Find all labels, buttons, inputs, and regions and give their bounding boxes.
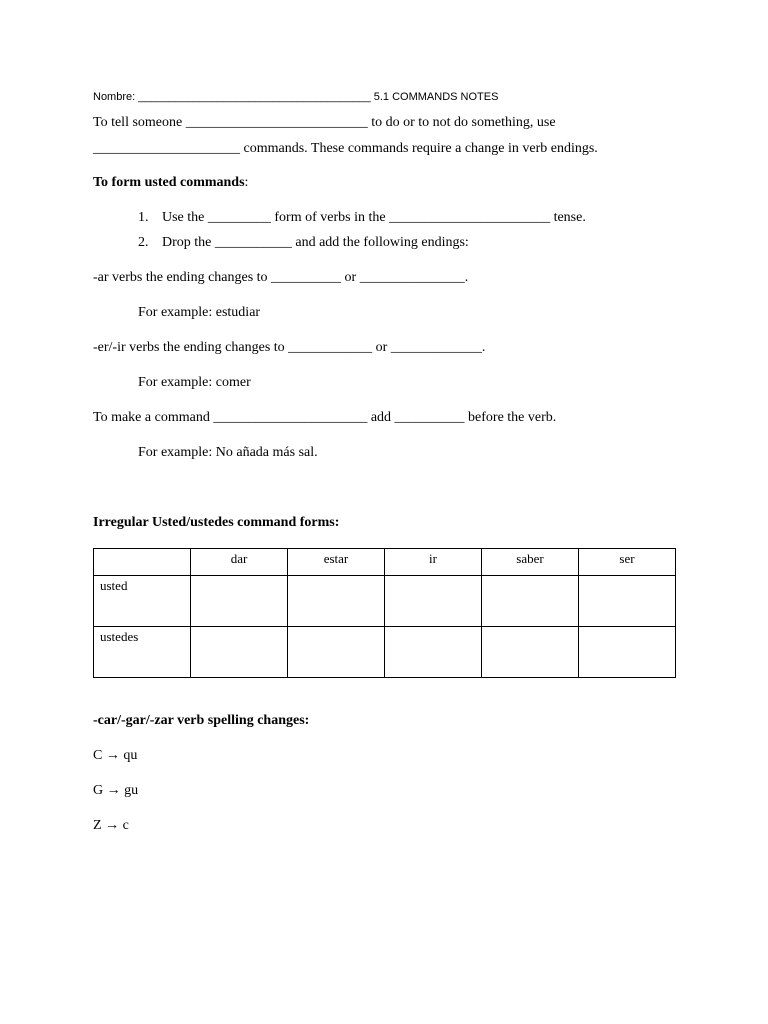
name-and-title-header: Nombre: ______________________________________ 5.1 COMMANDS NOTES bbox=[93, 91, 499, 103]
row-label-ustedes: ustedes bbox=[94, 627, 191, 678]
table-row-usted bbox=[94, 576, 676, 627]
step-2-text: Drop the ___________ and add the following endings: bbox=[162, 235, 469, 250]
cell-usted-dar bbox=[191, 576, 288, 627]
cell-usted-ser bbox=[579, 576, 676, 627]
table-header-row bbox=[94, 549, 676, 576]
cell-usted-ir bbox=[385, 576, 482, 627]
negative-command-example: For example: No añada más sal. bbox=[138, 445, 318, 460]
spelling-changes-heading: -car/-gar/-zar verb spelling changes: bbox=[93, 713, 310, 728]
intro-line-1: To tell someone __________________________ to do or to not do something, use bbox=[93, 115, 556, 130]
column-header-saber: saber bbox=[482, 549, 579, 576]
negative-command-rule: To make a command ______________________ add __________ before the verb. bbox=[93, 410, 557, 425]
step-1-number: 1. bbox=[138, 210, 149, 225]
cell-ustedes-ser bbox=[579, 627, 676, 678]
spelling-change-c-to: qu bbox=[123, 748, 138, 763]
er-ir-verbs-rule: -er/-ir verbs the ending changes to ____________ or _____________. bbox=[93, 340, 486, 355]
cell-ustedes-dar bbox=[191, 627, 288, 678]
table-corner-cell bbox=[94, 549, 191, 576]
column-header-ir: ir bbox=[385, 549, 482, 576]
ar-verbs-rule: -ar verbs the ending changes to __________ or _______________. bbox=[93, 270, 469, 285]
step-2 bbox=[138, 235, 469, 251]
cell-ustedes-saber bbox=[482, 627, 579, 678]
arrow-right-icon: → bbox=[106, 783, 121, 798]
step-1 bbox=[138, 210, 586, 226]
irregular-forms-table bbox=[93, 548, 676, 678]
spelling-change-z-to: c bbox=[122, 818, 129, 833]
column-header-ser: ser bbox=[579, 549, 676, 576]
intro-line-2: _____________________ commands. These commands require a change in verb endings. bbox=[93, 141, 598, 156]
column-header-estar: estar bbox=[288, 549, 385, 576]
row-label-usted: usted bbox=[94, 576, 191, 627]
spelling-change-g-from: G bbox=[93, 783, 104, 798]
usted-commands-heading bbox=[93, 175, 248, 191]
spelling-change-g bbox=[93, 783, 138, 799]
step-1-text: Use the _________ form of verbs in the _______________________ tense. bbox=[162, 210, 586, 225]
er-ir-verbs-example: For example: comer bbox=[138, 375, 251, 390]
irregular-forms-heading: Irregular Usted/ustedes command forms: bbox=[93, 515, 340, 530]
arrow-right-icon: → bbox=[105, 748, 120, 763]
cell-ustedes-ir bbox=[385, 627, 482, 678]
cell-usted-estar bbox=[288, 576, 385, 627]
spelling-change-c bbox=[93, 748, 137, 764]
spelling-change-g-to: gu bbox=[124, 783, 139, 798]
column-header-dar: dar bbox=[191, 549, 288, 576]
table-row-ustedes bbox=[94, 627, 676, 678]
ar-verbs-example: For example: estudiar bbox=[138, 305, 261, 320]
spelling-change-z bbox=[93, 818, 129, 834]
usted-commands-heading-text: To form usted commands bbox=[93, 175, 245, 190]
cell-usted-saber bbox=[482, 576, 579, 627]
spelling-change-z-from: Z bbox=[93, 818, 102, 833]
arrow-right-icon: → bbox=[105, 818, 120, 833]
step-2-number: 2. bbox=[138, 235, 149, 250]
usted-commands-heading-colon: : bbox=[244, 175, 249, 190]
spelling-change-c-from: C bbox=[93, 748, 103, 763]
cell-ustedes-estar bbox=[288, 627, 385, 678]
